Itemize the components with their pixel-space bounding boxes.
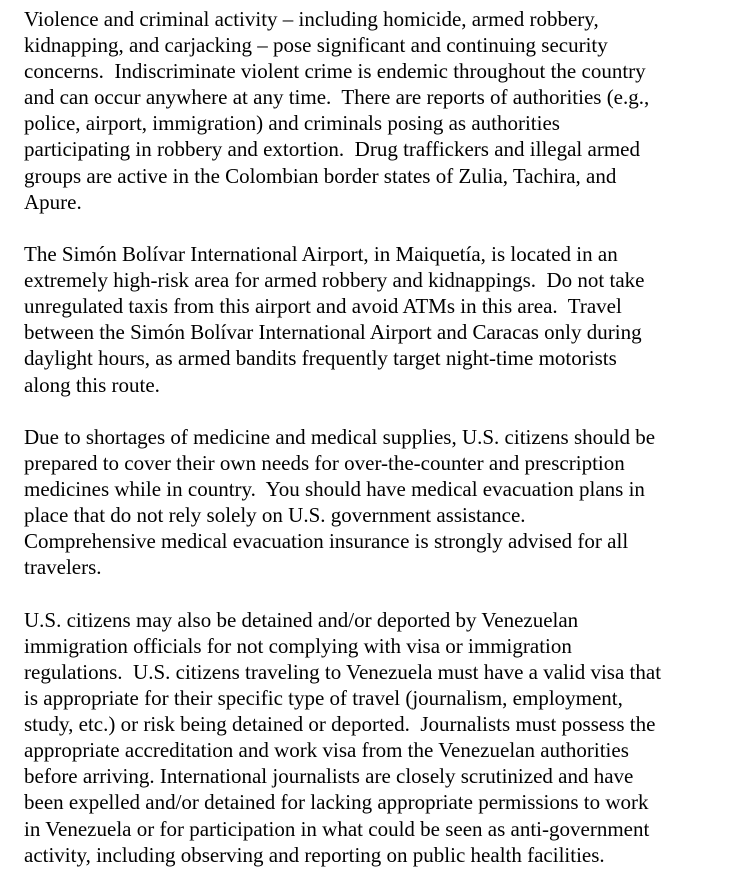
text-line: Violence and criminal activity – including homicide, armed robbery,	[24, 7, 599, 31]
text-line: study, etc.) or risk being detained or deported. Journalists must possess the	[24, 712, 656, 737]
document-body	[24, 6, 734, 894]
paragraph-visa-journalists	[24, 607, 734, 868]
text-line: Apure.	[24, 189, 82, 214]
text-line: between the Simón Bolívar International Airport and Caracas only during	[24, 320, 642, 345]
text-line: Due to shortages of medicine and medical supplies, U.S. citizens should be	[24, 424, 656, 449]
text-line: medicines while in country. You should have medical evacuation plans in	[24, 477, 645, 502]
text-line: before arriving. International journalists are closely scrutinized and have	[24, 764, 634, 789]
text-line: appropriate accreditation and work visa from the Venezuelan authorities	[24, 738, 629, 763]
text-line: U.S. citizens may also be detained and/or deported by Venezuelan	[24, 607, 579, 632]
paragraph-airport	[24, 241, 734, 398]
text-line: kidnapping, and carjacking – pose significant and continuing security	[24, 33, 608, 58]
text-line: and can occur anywhere at any time. There are reports of authorities (e.g.,	[24, 85, 650, 110]
text-line: travelers.	[24, 555, 102, 580]
text-line: immigration officials for not complying with visa or immigration	[24, 633, 572, 658]
text-line: prepared to cover their own needs for over-the-counter and prescription	[24, 451, 625, 475]
text-line: place that do not rely solely on U.S. government assistance.	[24, 503, 526, 528]
text-line: participating in robbery and extortion. Drug traffickers and illegal armed	[24, 137, 640, 162]
text-line: Comprehensive medical evacuation insurance is strongly advised for all	[24, 529, 629, 554]
text-line: extremely high-risk area for armed robbery and kidnappings. Do not take	[24, 268, 645, 293]
text-line: unregulated taxis from this airport and avoid ATMs in this area. Travel	[24, 294, 622, 319]
paragraph-medical	[24, 424, 734, 581]
text-line: in Venezuela or for participation in what could be seen as anti-government	[24, 816, 650, 841]
text-line: The Simón Bolívar International Airport, in Maiquetía, is located in an	[24, 242, 618, 267]
text-line: regulations. U.S. citizens traveling to Venezuela must have a valid visa that	[24, 659, 662, 684]
text-line: groups are active in the Colombian border states of Zulia, Tachira, and	[24, 163, 617, 188]
text-line: been expelled and/or detained for lacking appropriate permissions to work	[24, 790, 649, 815]
text-line: is appropriate for their specific type of travel (journalism, employment,	[24, 686, 623, 711]
text-line: along this route.	[24, 372, 160, 397]
text-line: police, airport, immigration) and criminals posing as authorities	[24, 111, 560, 136]
paragraph-security-concerns	[24, 6, 734, 215]
text-line: daylight hours, as armed bandits frequently target night-time motorists	[24, 346, 617, 371]
text-line: concerns. Indiscriminate violent crime is endemic throughout the country	[24, 59, 646, 84]
text-line: activity, including observing and reporting on public health facilities.	[24, 842, 605, 867]
